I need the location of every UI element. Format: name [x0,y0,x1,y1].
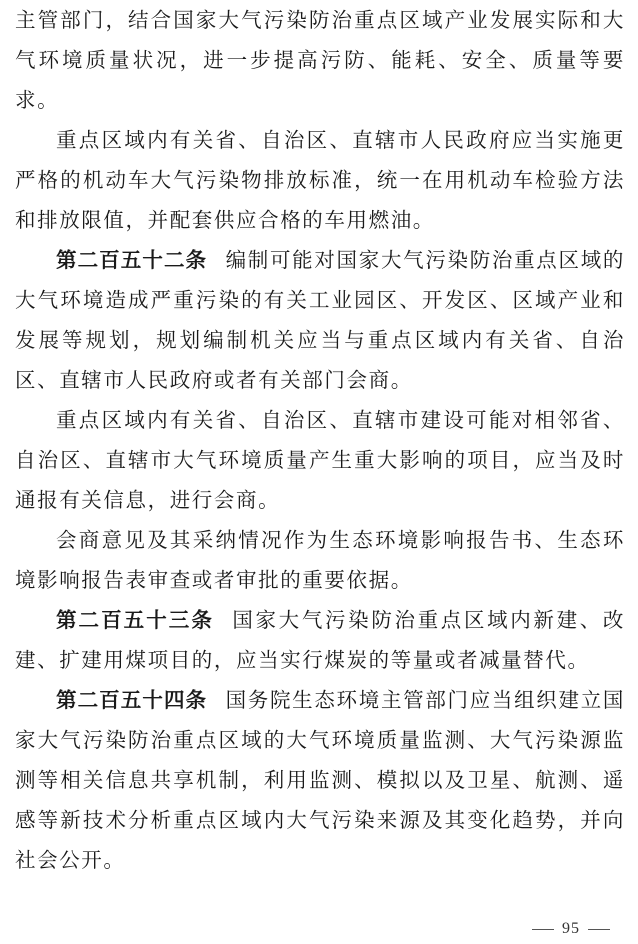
paragraph-text: 编制可能对国家大气污染防治重点区域的大气环境造成严重污染的有关工业园区、开发区、区域产业和发展等规划，规划编制机关应当与重点区域内有关省、自治区、直辖市人民政府或者有关部门会商。 [15,248,625,392]
page-footer [524,920,618,938]
paragraph-text: 重点区域内有关省、自治区、直辖市人民政府应当实施更严格的机动车大气污染物排放标准，统一在用机动车检验方法和排放限值，并配套供应合格的车用燃油。 [15,128,625,232]
paragraph-text: 主管部门，结合国家大气污染防治重点区域产业发展实际和大气环境质量状况，进一步提高污防、能耗、安全、质量等要求。 [15,8,625,112]
article-253 [15,600,625,680]
paragraph-text: 国务院生态环境主管部门应当组织建立国家大气污染防治重点区域的大气环境质量监测、大气污染源监测等相关信息共享机制，利用监测、模拟以及卫星、航测、遥感等新技术分析重点区域内大气污染来源及其变化趋势，并向社会公开。 [15,688,625,872]
document-body [15,0,625,880]
article-number: 第二百五十四条 [56,688,208,712]
paragraph-continuation [15,0,625,120]
paragraph-regional-standards [15,120,625,240]
footer-dash-right [588,929,610,930]
paragraph-text: 重点区域内有关省、自治区、直辖市建设可能对相邻省、自治区、直辖市大气环境质量产生重大影响的项目，应当及时通报有关信息，进行会商。 [15,408,625,512]
paragraph-text: 国家大气污染防治重点区域内新建、改建、扩建用煤项目的，应当实行煤炭的等量或者减量替代。 [15,608,626,672]
paragraph-consultation [15,400,625,520]
paragraph-text: 会商意见及其采纳情况作为生态环境影响报告书、生态环境影响报告表审查或者审批的重要依据。 [15,528,625,592]
article-252 [15,240,625,400]
article-number: 第二百五十二条 [56,248,208,272]
article-254 [15,680,625,880]
page-number: 95 [562,920,580,937]
footer-dash-left [532,929,554,930]
article-number: 第二百五十三条 [56,608,214,632]
paragraph-consultation-basis [15,520,625,600]
